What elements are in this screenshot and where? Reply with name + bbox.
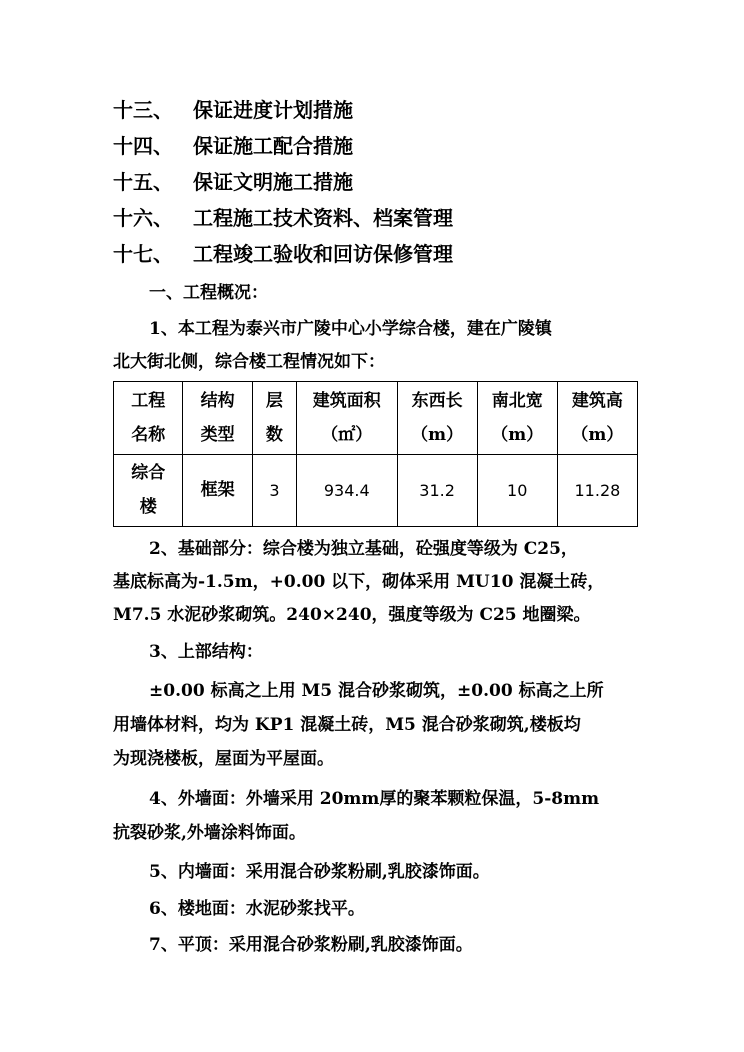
toc-number: 十四、 [113,134,173,158]
paragraph-line: ±0.00 标高之上用 M5 混合砂浆砌筑，±0.00 标高之上所 [149,681,604,701]
toc-item [113,236,453,272]
table-header-cell: 建筑面积 （㎡） [297,382,398,455]
table-cell-ns-width: 10 [477,454,557,527]
table-cell-height: 11.28 [557,454,637,527]
table-header-cell: 层 数 [252,382,296,455]
table-cell-ew-length: 31.2 [397,454,477,527]
toc-item [113,164,453,200]
paragraph-line: 北大街北侧，综合楼工程情况如下： [113,352,385,372]
table-header-cell: 南北宽 （m） [477,382,557,455]
toc-text: 保证文明施工措施 [193,170,353,194]
paragraph-line: 4、外墙面：外墙采用 20mm厚的聚苯颗粒保温，5-8mm [149,789,600,809]
paragraph-line: 基底标高为-1.5m，+0.00 以下，砌体采用 MU10 混凝土砖， [113,572,605,592]
paragraph-line: M7.5 水泥砂浆砌筑。240×240，强度等级为 C25 地圈梁。 [113,605,591,625]
paragraph-line: 5、内墙面：采用混合砂浆粉刷,乳胶漆饰面。 [149,862,490,882]
paragraph-line: 7、平顶：采用混合砂浆粉刷,乳胶漆饰面。 [149,935,473,955]
toc-text: 工程施工技术资料、档案管理 [193,206,453,230]
paragraph-line: 2、基础部分：综合楼为独立基础，砼强度等级为 C25， [149,539,578,559]
table-cell-floors: 3 [252,454,296,527]
table-cell-structure: 框架 [183,454,252,527]
toc-number: 十三、 [113,98,173,122]
table-header-cell: 结构 类型 [183,382,252,455]
toc-text: 保证施工配合措施 [193,134,353,158]
section-heading-superstructure: 3、上部结构： [149,642,263,662]
toc-number: 十七、 [113,242,173,266]
table-header-cell: 东西长 （m） [397,382,477,455]
section-heading-overview: 一、工程概况： [149,283,268,303]
table-header-cell: 工程 名称 [114,382,183,455]
paragraph-line: 为现浇楼板，屋面为平屋面。 [113,749,334,769]
table-cell-name: 综合 楼 [114,454,183,527]
toc-number: 十六、 [113,206,173,230]
toc-number: 十五、 [113,170,173,194]
paragraph-line: 6、楼地面：水泥砂浆找平。 [149,899,365,919]
project-info-table [113,381,638,527]
toc-item [113,92,453,128]
table-cell-area: 934.4 [297,454,398,527]
table-of-contents [113,92,453,272]
toc-item [113,200,453,236]
paragraph-line: 抗裂砂浆,外墙涂料饰面。 [113,823,306,843]
table-header-cell: 建筑高 （m） [557,382,637,455]
toc-text: 工程竣工验收和回访保修管理 [193,242,453,266]
paragraph-line: 用墙体材料，均为 KP1 混凝土砖，M5 混合砂浆砌筑,楼板均 [113,715,581,735]
paragraph-line: 1、本工程为泰兴市广陵中心小学综合楼，建在广陵镇 [149,319,552,339]
toc-item [113,128,453,164]
table-row [114,454,638,527]
toc-text: 保证进度计划措施 [193,98,353,122]
table-header-row [114,382,638,455]
